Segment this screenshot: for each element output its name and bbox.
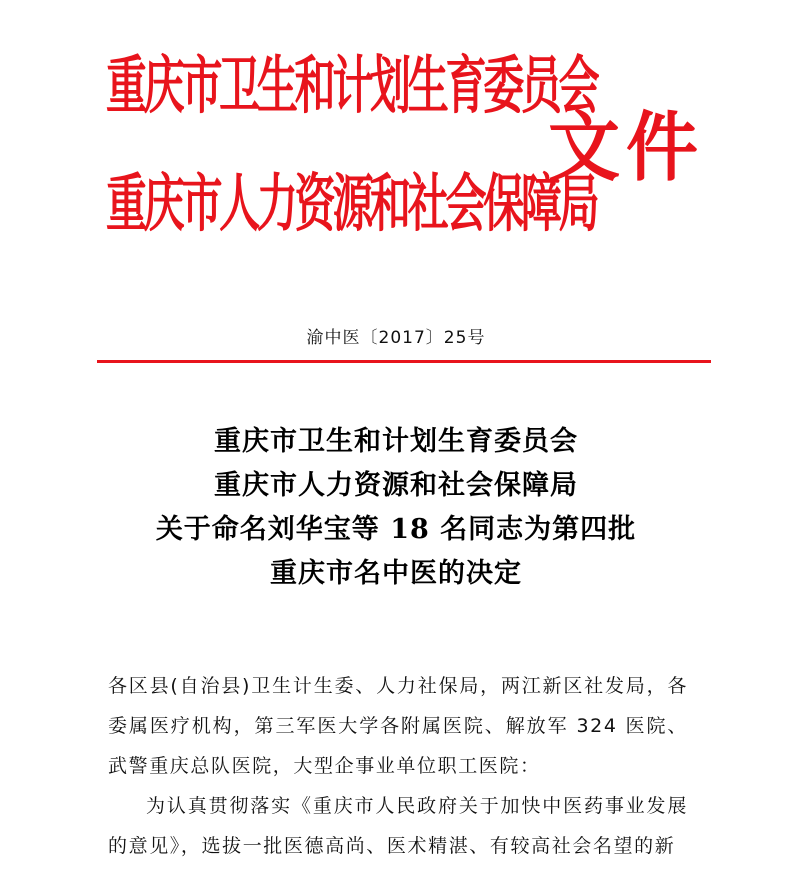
title-line-2: 重庆市人力资源和社会保障局 — [214, 470, 578, 501]
document-type-label: 文件 — [548, 102, 705, 192]
document-number: 渝中医〔2017〕25号 — [306, 328, 486, 348]
document-header — [0, 0, 792, 300]
document-title — [0, 420, 792, 596]
issuer-hr-bureau: 重庆市人力资源和社会保障局 — [106, 166, 597, 240]
recipients-paragraph: 各区县(自治县)卫生计生委、人力社保局，两江新区社发局，各委属医疗机构，第三军医大学各附属医院、解放军 324 医院、武警重庆总队医院，大型企事业单位职工医院： — [108, 675, 688, 777]
body-paragraph-1: 为认真贯彻落实《重庆市人民政府关于加快中医药事业发展的意见》，选拔一批医德高尚、医术精湛、有较高社会名望的新 — [108, 795, 688, 857]
title-line-1: 重庆市卫生和计划生育委员会 — [214, 426, 578, 457]
title-line-4: 重庆市名中医的决定 — [270, 558, 522, 589]
issuer-health-commission: 重庆市卫生和计划生育委员会 — [106, 48, 597, 122]
title-line-3: 关于命名刘华宝等 18 名同志为第四批 — [155, 514, 637, 545]
red-divider-line — [97, 360, 711, 363]
document-body — [108, 666, 688, 866]
